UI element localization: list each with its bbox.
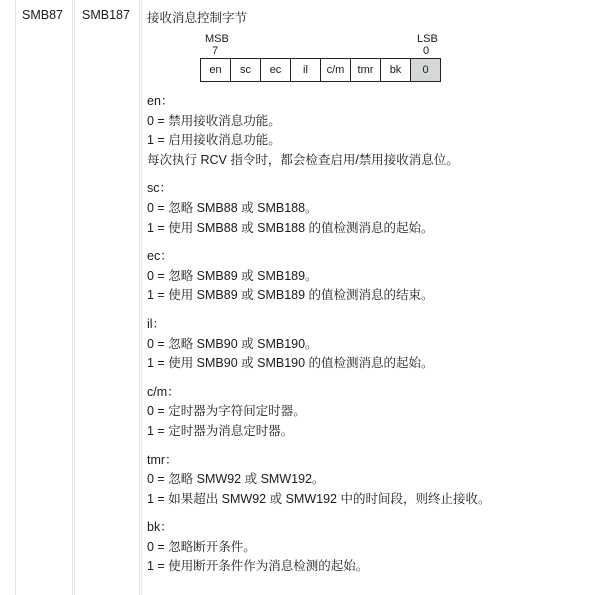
bit-cell: c/m <box>321 59 351 82</box>
lsb-label: LSB <box>417 33 438 45</box>
msb-bit-number: 7 <box>212 45 219 57</box>
smb-address-1: SMB87 <box>22 8 63 22</box>
bit-description-line: 0 = 定时器为字符间定时器。 <box>147 404 306 419</box>
bit-cell: il <box>291 59 321 82</box>
bit-name-label: tmr： <box>147 452 178 467</box>
bit-cell: bk <box>381 59 411 82</box>
bit-name-label: en： <box>147 94 174 108</box>
table-cell-address-1 <box>15 0 73 595</box>
bit-description-line: 1 = 定时器为消息定时器。 <box>147 423 294 438</box>
lsb-bit-number: 0 <box>423 45 430 57</box>
bit-description-group <box>147 92 490 170</box>
bit-description-line: 0 = 忽略 SMB89 或 SMB189。 <box>147 268 318 283</box>
bit-name-label: bk： <box>147 520 173 535</box>
bit-description-line: 1 = 使用 SMB90 或 SMB190 的值检测消息的起始。 <box>147 356 434 371</box>
bit-description-line: 1 = 启用接收消息功能。 <box>147 133 281 148</box>
bit-cell: tmr <box>351 59 381 82</box>
bit-layout-table <box>200 58 441 82</box>
bit-cell: en <box>201 59 231 82</box>
table-cell-address-2 <box>74 0 140 595</box>
bit-name-label: sc： <box>147 181 173 196</box>
bit-description-line: 0 = 忽略 SMW92 或 SMW192。 <box>147 472 325 487</box>
bit-name-label: c/m： <box>147 384 180 399</box>
bit-cell: ec <box>261 59 291 82</box>
bit-description-line: 1 = 如果超出 SMW92 或 SMW192 中的时间段，则终止接收。 <box>147 491 491 506</box>
smb-address-2: SMB187 <box>82 8 130 22</box>
bit-description-group <box>147 383 490 442</box>
bit-description-line: 1 = 使用 SMB88 或 SMB188 的值检测消息的起始。 <box>147 220 434 235</box>
bit-description-line: 0 = 忽略断开条件。 <box>147 539 256 554</box>
bit-cell: sc <box>231 59 261 82</box>
bit-descriptions <box>147 92 490 586</box>
bit-description-group <box>147 315 490 374</box>
bit-description-line: 1 = 使用 SMB89 或 SMB189 的值检测消息的结束。 <box>147 288 434 303</box>
bit-description-group <box>147 247 490 306</box>
bit-description-line: 0 = 忽略 SMB88 或 SMB188。 <box>147 200 318 215</box>
bit-description-group <box>147 518 490 577</box>
bit-description-line: 0 = 禁用接收消息功能。 <box>147 113 281 128</box>
msb-label: MSB <box>205 33 229 45</box>
bit-description-line: 1 = 使用断开条件作为消息检测的起始。 <box>147 559 369 574</box>
bit-description-line: 每次执行 RCV 指令时，都会检查启用/禁用接收消息位。 <box>147 152 459 167</box>
bit-name-label: ec： <box>147 249 173 264</box>
bit-description-group <box>147 451 490 510</box>
bit-cell-reserved: 0 <box>411 59 441 82</box>
bit-description-line: 0 = 忽略 SMB90 或 SMB190。 <box>147 336 318 351</box>
description-title: 接收消息控制字节 <box>147 11 248 25</box>
bit-description-group <box>147 179 490 238</box>
bit-name-label: il： <box>147 316 166 331</box>
